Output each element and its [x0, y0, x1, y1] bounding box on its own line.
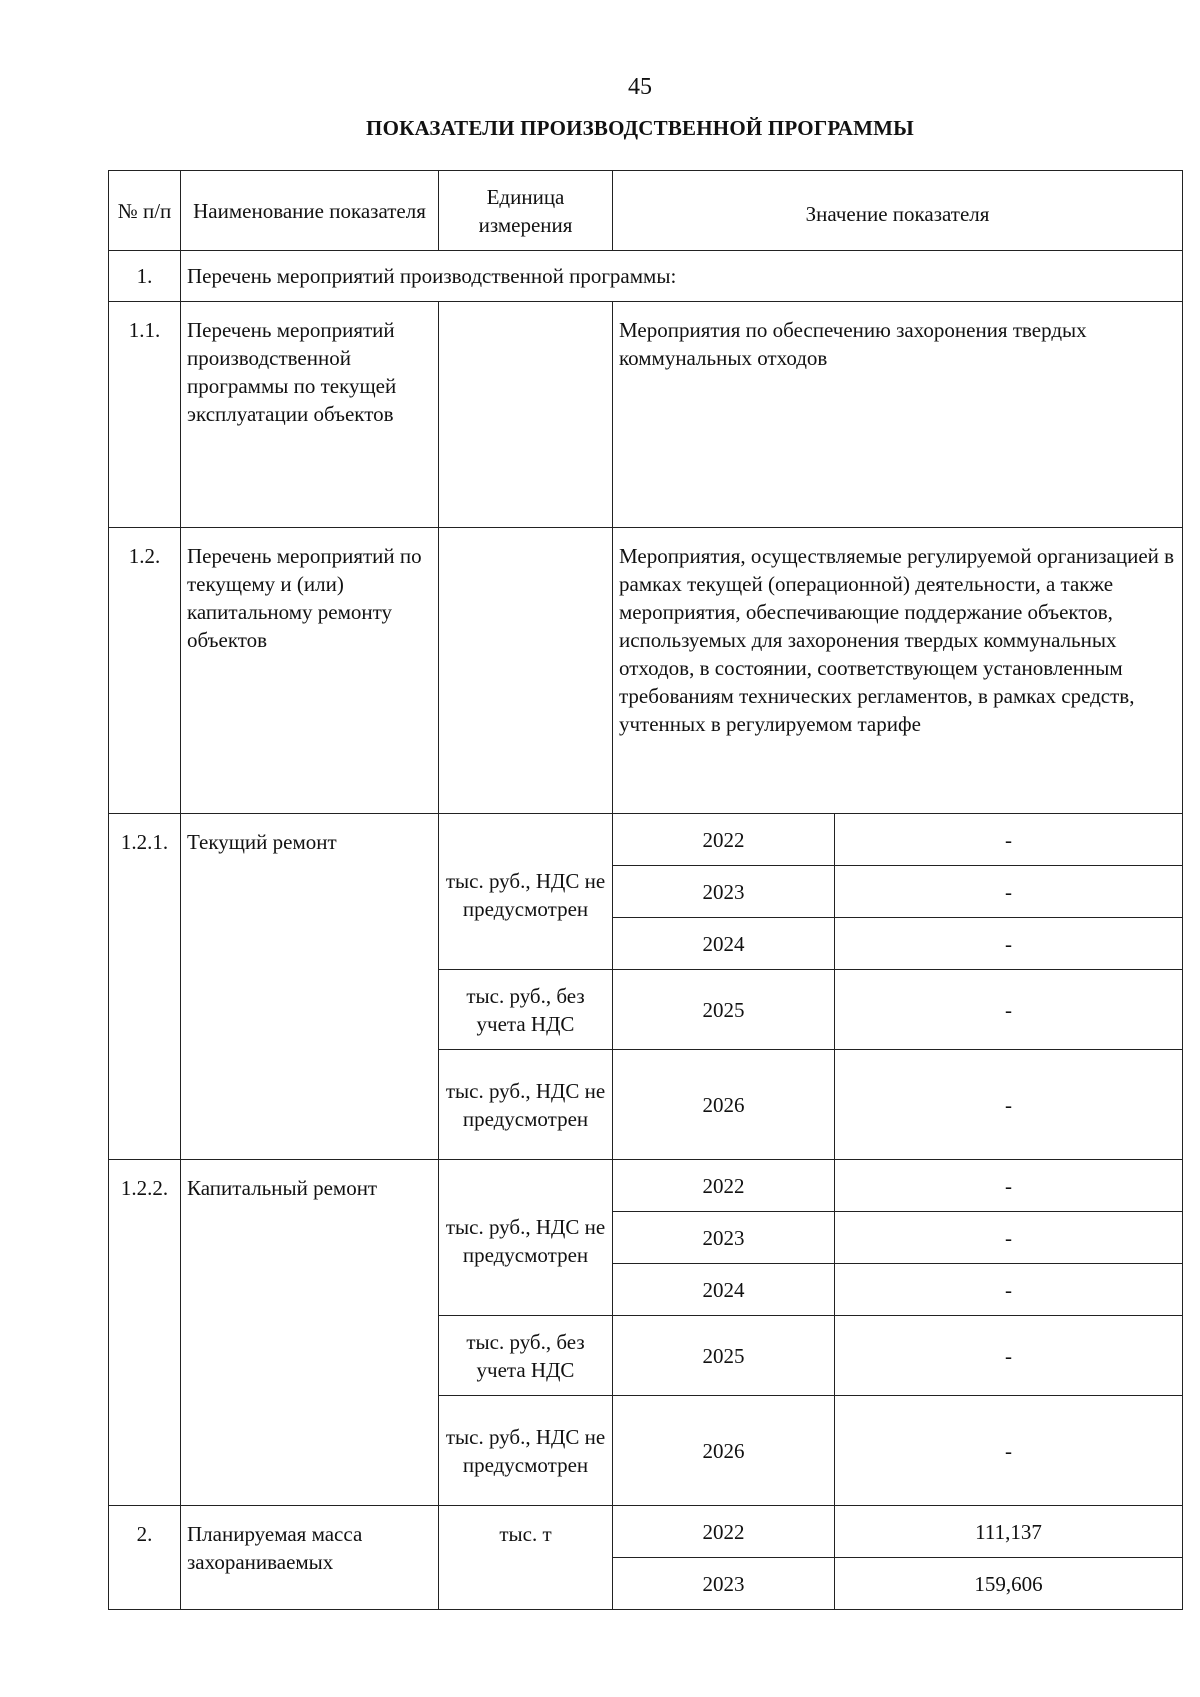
unit-cell: тыс. руб., НДС не предусмотрен: [439, 1160, 613, 1316]
document-title: ПОКАЗАТЕЛИ ПРОИЗВОДСТВЕННОЙ ПРОГРАММЫ: [366, 116, 914, 140]
unit-cell: [439, 528, 613, 814]
value-cell: -: [835, 1160, 1183, 1212]
table-row: [109, 302, 1183, 528]
value-cell: -: [835, 970, 1183, 1050]
value-cell: 111,137: [835, 1506, 1183, 1558]
year-cell: 2026: [613, 1396, 835, 1506]
year-cell: 2026: [613, 1050, 835, 1160]
row-num: 2.: [109, 1506, 181, 1610]
indicator-value: Мероприятия по обеспечению захоронения твердых коммунальных отходов: [613, 302, 1183, 528]
unit-cell: тыс. руб., без учета НДС: [439, 970, 613, 1050]
unit-cell: тыс. руб., НДС не предусмотрен: [439, 1050, 613, 1160]
year-cell: 2024: [613, 918, 835, 970]
row-num: 1.1.: [109, 302, 181, 528]
year-cell: 2023: [613, 866, 835, 918]
year-cell: 2023: [613, 1212, 835, 1264]
value-cell: -: [835, 1316, 1183, 1396]
unit-cell: тыс. т: [439, 1506, 613, 1610]
year-cell: 2025: [613, 970, 835, 1050]
indicator-name: Планируемая масса захораниваемых: [181, 1506, 439, 1610]
value-cell: -: [835, 814, 1183, 866]
year-cell: 2022: [613, 814, 835, 866]
value-cell: -: [835, 918, 1183, 970]
section-title: Перечень мероприятий производственной программы:: [181, 251, 1183, 302]
table-row: [109, 1506, 1183, 1558]
year-cell: 2022: [613, 1160, 835, 1212]
indicator-name: Текущий ремонт: [181, 814, 439, 1160]
indicator-name: Перечень мероприятий по текущему и (или) капитальному ремонту объектов: [181, 528, 439, 814]
unit-cell: тыс. руб., НДС не предусмотрен: [439, 1396, 613, 1506]
indicator-name: Перечень мероприятий производственной программы по текущей эксплуатации объектов: [181, 302, 439, 528]
table-row: [109, 1160, 1183, 1212]
header-num: № п/п: [109, 171, 181, 251]
row-num: 1.2.2.: [109, 1160, 181, 1506]
value-cell: -: [835, 866, 1183, 918]
unit-cell: тыс. руб., НДС не предусмотрен: [439, 814, 613, 970]
page-number: 45: [628, 74, 652, 100]
indicators-table: [108, 170, 1183, 1610]
table-row: [109, 814, 1183, 866]
indicator-name: Капитальный ремонт: [181, 1160, 439, 1506]
value-cell: -: [835, 1212, 1183, 1264]
value-cell: -: [835, 1050, 1183, 1160]
header-name: Наименование показателя: [181, 171, 439, 251]
row-num: 1.: [109, 251, 181, 302]
year-cell: 2022: [613, 1506, 835, 1558]
table-header-row: [109, 171, 1183, 251]
unit-cell: тыс. руб., без учета НДС: [439, 1316, 613, 1396]
unit-cell: [439, 302, 613, 528]
year-cell: 2023: [613, 1558, 835, 1610]
value-cell: -: [835, 1264, 1183, 1316]
value-cell: -: [835, 1396, 1183, 1506]
header-unit: Единица измерения: [439, 171, 613, 251]
year-cell: 2024: [613, 1264, 835, 1316]
table-row: [109, 528, 1183, 814]
row-num: 1.2.1.: [109, 814, 181, 1160]
indicator-value: Мероприятия, осуществляемые регулируемой организацией в рамках текущей (операционной) деятельности, а также мероприятия, обеспечивающие поддержание объектов, используемых для захоронения твердых коммунальных отходов, в состоянии, соответствующем установленным требованиям технических регламентов, в рамках средств, учтенных в регулируемом тарифе: [613, 528, 1183, 814]
row-num: 1.2.: [109, 528, 181, 814]
table-row: [109, 251, 1183, 302]
year-cell: 2025: [613, 1316, 835, 1396]
value-cell: 159,606: [835, 1558, 1183, 1610]
header-value: Значение показателя: [613, 171, 1183, 251]
